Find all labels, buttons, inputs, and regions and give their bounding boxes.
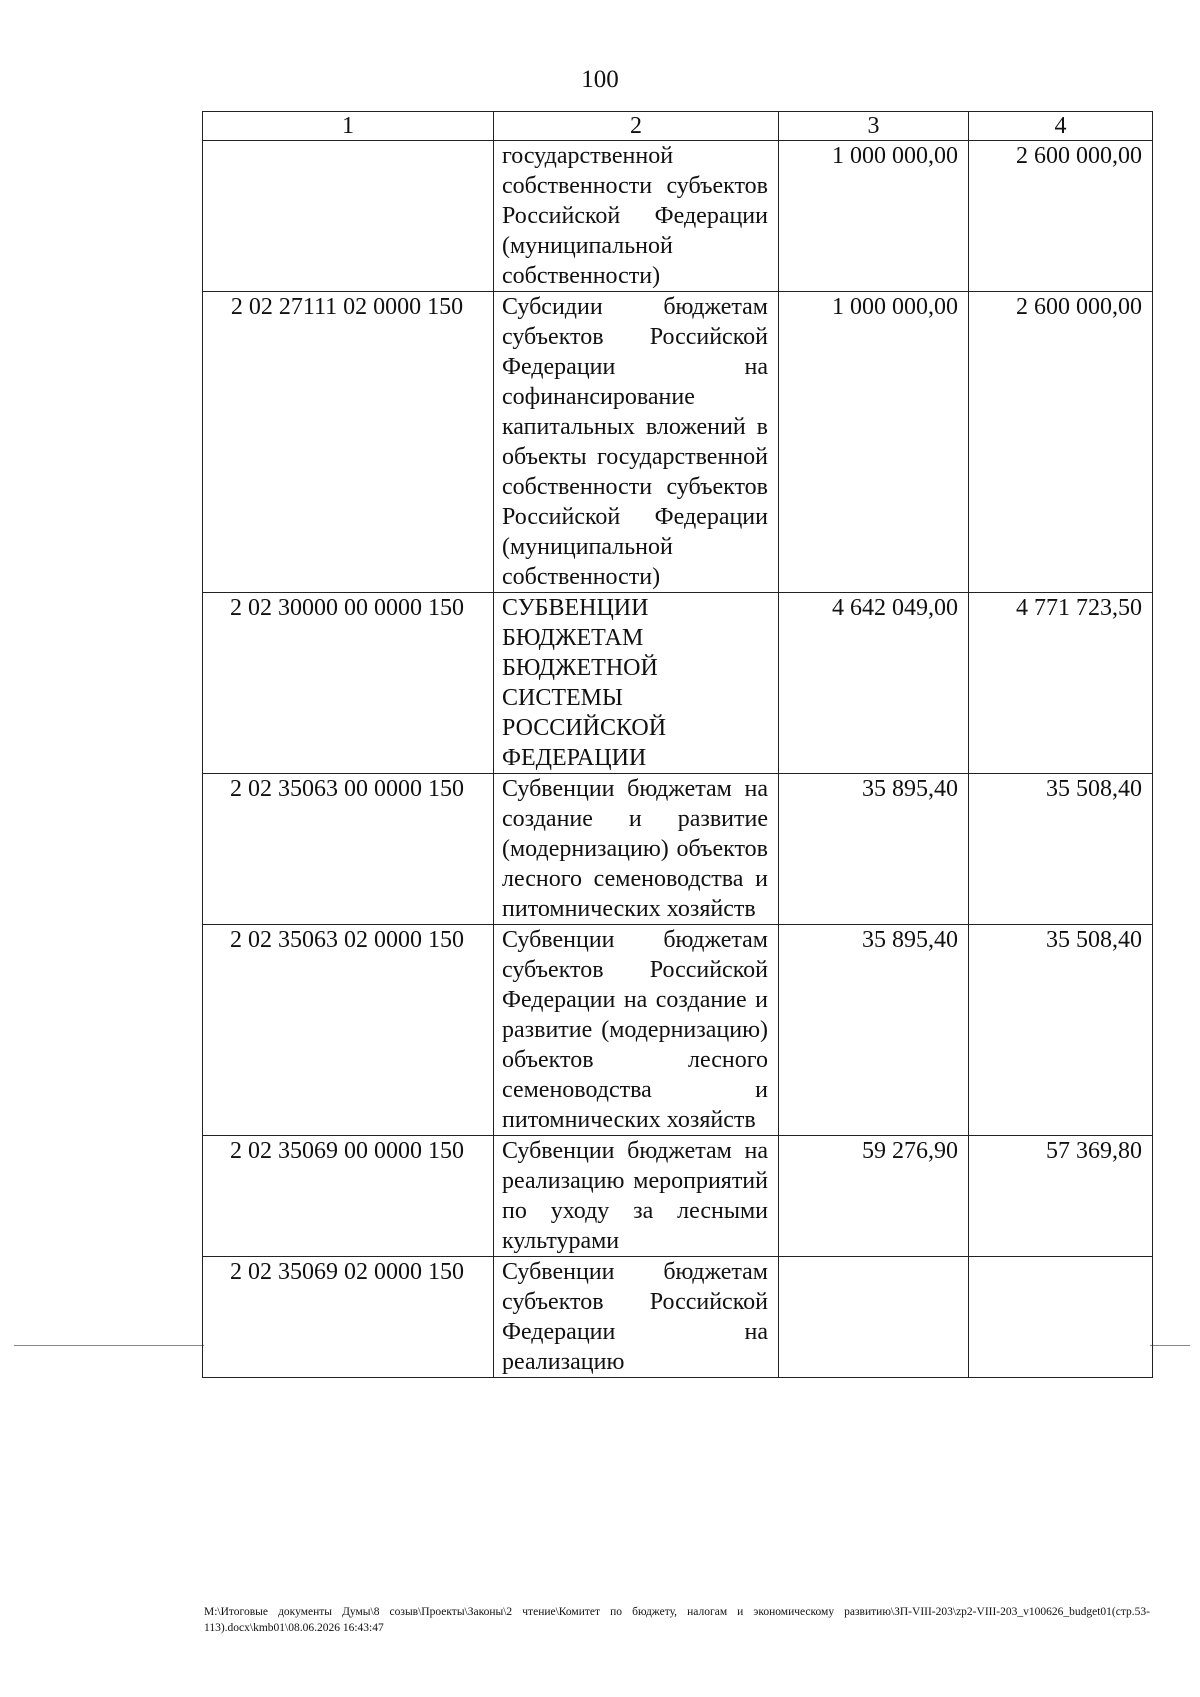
table-row xyxy=(203,141,1153,292)
row-value-4 xyxy=(969,1257,1153,1378)
row-name: Субвенции бюджетам на реализацию мероприятий по уходу за лесными культурами xyxy=(494,1136,779,1257)
header-col-2: 2 xyxy=(494,112,779,141)
table-row xyxy=(203,774,1153,925)
row-value-3 xyxy=(779,1257,969,1378)
row-name: Субвенции бюджетам на создание и развитие (модернизацию) объектов лесного семеноводства и питомнических хозяйств xyxy=(494,774,779,925)
row-code: 2 02 27111 02 0000 150 xyxy=(203,292,494,593)
row-value-3: 35 895,40 xyxy=(779,925,969,1136)
row-value-4: 35 508,40 xyxy=(969,925,1153,1136)
scan-line-right xyxy=(1150,1345,1190,1346)
row-value-3: 1 000 000,00 xyxy=(779,292,969,593)
row-value-4: 4 771 723,50 xyxy=(969,593,1153,774)
row-value-3: 4 642 049,00 xyxy=(779,593,969,774)
budget-table xyxy=(202,111,1153,1378)
row-name: Субвенции бюджетам субъектов Российской Федерации на реализацию xyxy=(494,1257,779,1378)
document-path-footer: M:\Итоговые документы Думы\8 созыв\Проекты\Законы\2 чтение\Комитет по бюджету, налогам и экономическому развитию\ЗП-VIII-203\zp2-VIII-203_v100626_budget01(стр.53-113).docx\kmb01\08.06.2026 16:43:47 xyxy=(204,1606,1150,1634)
row-name: Субвенции бюджетам субъектов Российской Федерации на создание и развитие (модернизацию) объектов лесного семеноводства и питомнических хозяйств xyxy=(494,925,779,1136)
row-code xyxy=(203,141,494,292)
scan-line-left xyxy=(14,1345,204,1346)
table-row xyxy=(203,1136,1153,1257)
row-code: 2 02 35069 00 0000 150 xyxy=(203,1136,494,1257)
row-code: 2 02 35063 02 0000 150 xyxy=(203,925,494,1136)
header-col-4: 4 xyxy=(969,112,1153,141)
row-value-4: 57 369,80 xyxy=(969,1136,1153,1257)
table-row xyxy=(203,925,1153,1136)
row-value-4: 35 508,40 xyxy=(969,774,1153,925)
row-value-3: 59 276,90 xyxy=(779,1136,969,1257)
row-value-4: 2 600 000,00 xyxy=(969,292,1153,593)
row-code: 2 02 35069 02 0000 150 xyxy=(203,1257,494,1378)
row-value-3: 1 000 000,00 xyxy=(779,141,969,292)
table-row xyxy=(203,593,1153,774)
table-header-row xyxy=(203,112,1153,141)
table-row xyxy=(203,292,1153,593)
row-name: государственной собственности субъектов Российской Федерации (муниципальной собственности) xyxy=(494,141,779,292)
table-row xyxy=(203,1257,1153,1378)
row-name: Субсидии бюджетам субъектов Российской Федерации на софинансирование капитальных вложений в объекты государственной собственности субъектов Российской Федерации (муниципальной собственности) xyxy=(494,292,779,593)
row-name: СУБВЕНЦИИ БЮДЖЕТАМ БЮДЖЕТНОЙ СИСТЕМЫ РОССИЙСКОЙ ФЕДЕРАЦИИ xyxy=(494,593,779,774)
row-code: 2 02 35063 00 0000 150 xyxy=(203,774,494,925)
header-col-3: 3 xyxy=(779,112,969,141)
header-col-1: 1 xyxy=(203,112,494,141)
row-value-4: 2 600 000,00 xyxy=(969,141,1153,292)
row-value-3: 35 895,40 xyxy=(779,774,969,925)
row-code: 2 02 30000 00 0000 150 xyxy=(203,593,494,774)
page-number: 100 xyxy=(581,66,619,93)
